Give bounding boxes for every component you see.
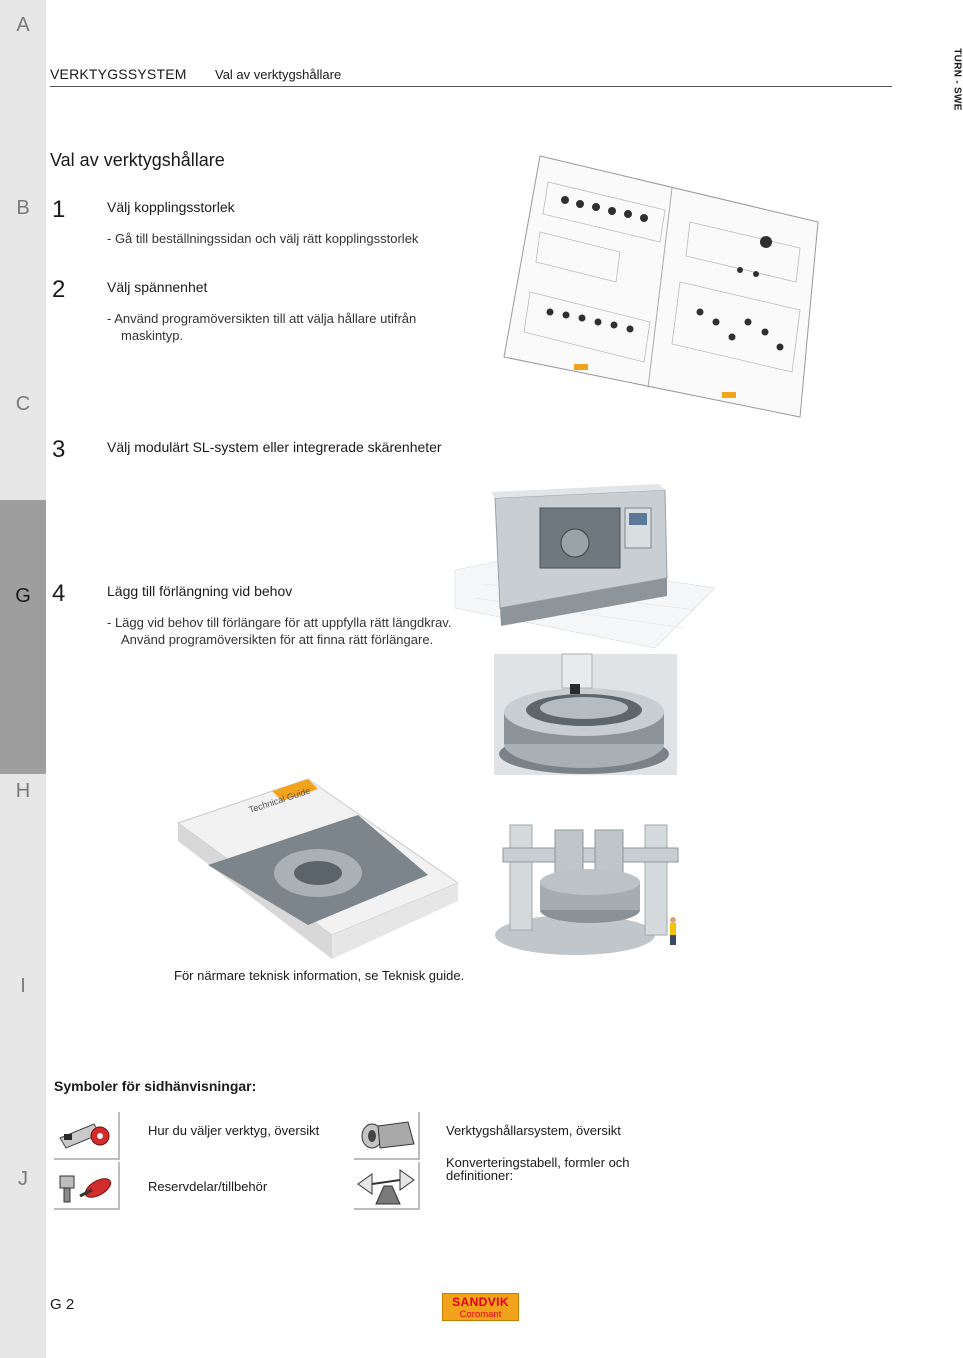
- catalog-spread-image: [500, 152, 820, 422]
- step-4-number: 4: [52, 580, 66, 607]
- symbol-label-tool-selection: Hur du väljer verktyg, översikt: [148, 1123, 320, 1138]
- header-section: VERKTYGSSYSTEM: [50, 66, 187, 82]
- logo-line2: Coromant: [459, 1309, 502, 1320]
- index-letter-h[interactable]: H: [15, 780, 31, 802]
- tool-holder-icon[interactable]: [354, 1112, 420, 1160]
- lathe-machine-image: [455, 478, 715, 648]
- index-letter-c[interactable]: C: [15, 393, 31, 415]
- index-letter-j[interactable]: J: [18, 1168, 28, 1190]
- step-1-text: - Gå till beställningssidan och välj rätt kopplingsstorlek: [107, 231, 419, 246]
- page-title: Val av verktygshållare: [50, 150, 225, 170]
- step-4-text-line1: - Lägg vid behov till förlängare för att uppfylla rätt längdkrav.: [107, 615, 452, 630]
- step-2-text-line1: - Använd programöversikten till att välja hållare utifrån: [107, 311, 417, 326]
- more-info-text: För närmare teknisk information, se Teknisk guide.: [174, 968, 465, 983]
- index-letter-i[interactable]: I: [20, 975, 26, 997]
- symbol-label-conversion-line1: Konverteringstabell, formler och: [446, 1155, 630, 1170]
- book-cover-title: Technical Guide: [247, 785, 312, 815]
- logo-line1: SANDVIK: [452, 1295, 509, 1309]
- step-2-heading: Välj spännenhet: [107, 279, 208, 295]
- conversion-scale-icon[interactable]: [354, 1162, 420, 1210]
- header-subtitle: Val av verktygshållare: [215, 67, 342, 82]
- symbol-label-conversion-line2: definitioner:: [446, 1168, 514, 1183]
- index-letter-a[interactable]: A: [16, 14, 30, 36]
- tool-selection-icon[interactable]: [54, 1112, 120, 1160]
- step-2-text-line2: maskintyp.: [121, 328, 184, 343]
- symbols-title: Symboler för sidhänvisningar:: [54, 1078, 257, 1094]
- sandvik-coromant-logo: [442, 1293, 519, 1321]
- symbol-label-tool-holder: Verktygshållarsystem, översikt: [446, 1123, 621, 1138]
- step-4-heading: Lägg till förlängning vid behov: [107, 583, 293, 599]
- step-1-number: 1: [52, 196, 66, 223]
- thumb-index-active-section: [0, 500, 46, 774]
- header-divider: [50, 86, 892, 87]
- section-tab-label: TURN - SWE: [951, 48, 963, 111]
- spare-parts-icon[interactable]: [54, 1162, 120, 1210]
- step-3-number: 3: [52, 436, 66, 463]
- vertical-lathe-image: [495, 810, 690, 960]
- step-1-heading: Välj kopplingsstorlek: [107, 199, 235, 215]
- index-letter-b[interactable]: B: [16, 197, 30, 219]
- wheel-machining-image: [494, 654, 677, 775]
- step-4-text-line2: Använd programöversikten för att finna rätt förlängare.: [121, 632, 434, 647]
- symbol-label-spare-parts: Reservdelar/tillbehör: [148, 1179, 268, 1194]
- technical-guide-book-image: [168, 775, 460, 960]
- index-letter-g[interactable]: G: [15, 585, 31, 607]
- page-number: G 2: [50, 1296, 75, 1313]
- section-tab: [948, 48, 963, 118]
- step-3-heading: Välj modulärt SL-system eller integrerade skärenheter: [107, 439, 442, 455]
- step-2-number: 2: [52, 276, 66, 303]
